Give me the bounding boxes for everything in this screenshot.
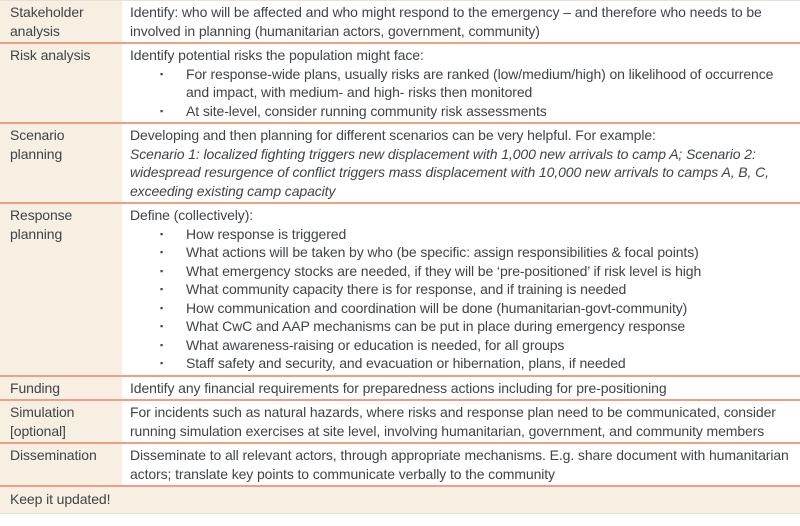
bullet-item (160, 225, 796, 244)
paragraph: Identify: who will be affected and who might respond to the emergency – and therefore who needs to be involved in planning (humanitarian actors, government, community) (130, 4, 762, 39)
bullet-text: At site-level, consider running community risk assessments (186, 102, 547, 119)
bullet-text: What awareness-raising or education is needed, for all groups (186, 336, 565, 353)
row-content (122, 124, 800, 202)
bullet-text: What community capacity there is for response, and if training is needed (186, 281, 627, 297)
bullet-item (160, 280, 796, 299)
row-label: Response planning (10, 207, 73, 242)
bullet-icon: ▪ (160, 321, 164, 331)
bullet-item (160, 102, 796, 121)
bullet-item (160, 354, 796, 373)
row-label: Simulation [optional] (10, 404, 75, 439)
table-row (0, 399, 800, 442)
row-content (122, 401, 800, 442)
bullet-icon: ▪ (160, 68, 164, 79)
bullet-item (160, 262, 796, 281)
row-content (122, 44, 800, 122)
row-label: Scenario planning (10, 127, 65, 162)
row-content (122, 377, 800, 400)
bullet-icon: ▪ (160, 105, 164, 116)
bullet-text: Staff safety and security, and evacuation or hibernation, plans, if needed (186, 355, 626, 371)
paragraph: Identify potential risks the population might face: (130, 47, 424, 63)
bullet-item (160, 336, 796, 355)
table-row (0, 202, 800, 375)
table-row (0, 442, 800, 485)
bullet-text: For response-wide plans, usually risks are ranked (low/medium/high) on likelihood of occurrence and impact, with medium- and high- risks then monitored (186, 65, 774, 100)
bullet-icon: ▪ (160, 228, 164, 239)
table-row (0, 375, 800, 400)
paragraph: Disseminate to all relevant actors, through appropriate mechanisms. E.g. share document with humanitarian actors; translate key points to communicate verbally to the community (130, 447, 789, 482)
bullet-item (160, 299, 796, 318)
table-row (0, 122, 800, 202)
bullet-icon: ▪ (160, 265, 164, 276)
row-label: Dissemination (10, 447, 97, 463)
bullet-icon: ▪ (160, 358, 164, 368)
paragraph: Developing and then planning for different scenarios can be very helpful. For example: (130, 127, 656, 143)
paragraph: For incidents such as natural hazards, where risks and response plan need to be communicated, consider running simulation exercises at site level, involving humanitarian, government, and community members (130, 404, 776, 439)
bullet-text: What actions will be taken by who (be specific: assign responsibilities & focal points) (186, 244, 699, 260)
row-label: Funding (10, 379, 60, 396)
bullet-text: How communication and coordination will be done (humanitarian-govt-community) (186, 299, 688, 316)
paragraph: Define (collectively): (130, 207, 254, 223)
paragraph: Identify any financial requirements for preparedness actions including for pre-positioning (130, 379, 667, 396)
row-label-cell (0, 377, 122, 400)
bullet-icon: ▪ (160, 284, 164, 294)
row-content (122, 204, 800, 375)
table-row (0, 1, 800, 42)
bullet-text: How response is triggered (186, 225, 347, 242)
paragraph: Scenario 1: localized fighting triggers new displacement with 1,000 new arrivals to camp A; Scenario 2: widespread resurgence of conflict triggers mass displacement with 10,000 new arrivals to camps A, B, C, exceeding existing camp capacity (130, 145, 769, 199)
row-label-cell (0, 204, 122, 375)
row-content (122, 1, 800, 42)
bullet-item (160, 243, 796, 262)
row-label: Stakeholder analysis (10, 4, 84, 39)
row-label-cell (0, 44, 122, 122)
row-label-cell (0, 444, 122, 485)
bullet-text: What emergency stocks are needed, if they will be ‘pre-positioned’ if risk level is high (186, 262, 702, 279)
footer-row (0, 485, 800, 513)
bullet-item (160, 317, 796, 336)
row-label-cell (0, 401, 122, 442)
table-row (0, 42, 800, 122)
row-content (122, 444, 800, 485)
bullet-item (160, 65, 796, 102)
bullet-icon: ▪ (160, 302, 164, 313)
bullet-text: What CwC and AAP mechanisms can be put in place during emergency response (186, 318, 686, 334)
row-label: Risk analysis (10, 47, 91, 63)
bullet-icon: ▪ (160, 247, 164, 257)
row-label-cell (0, 1, 122, 42)
row-label-cell (0, 124, 122, 202)
footer-label: Keep it updated! (10, 491, 111, 507)
bullet-icon: ▪ (160, 339, 164, 350)
